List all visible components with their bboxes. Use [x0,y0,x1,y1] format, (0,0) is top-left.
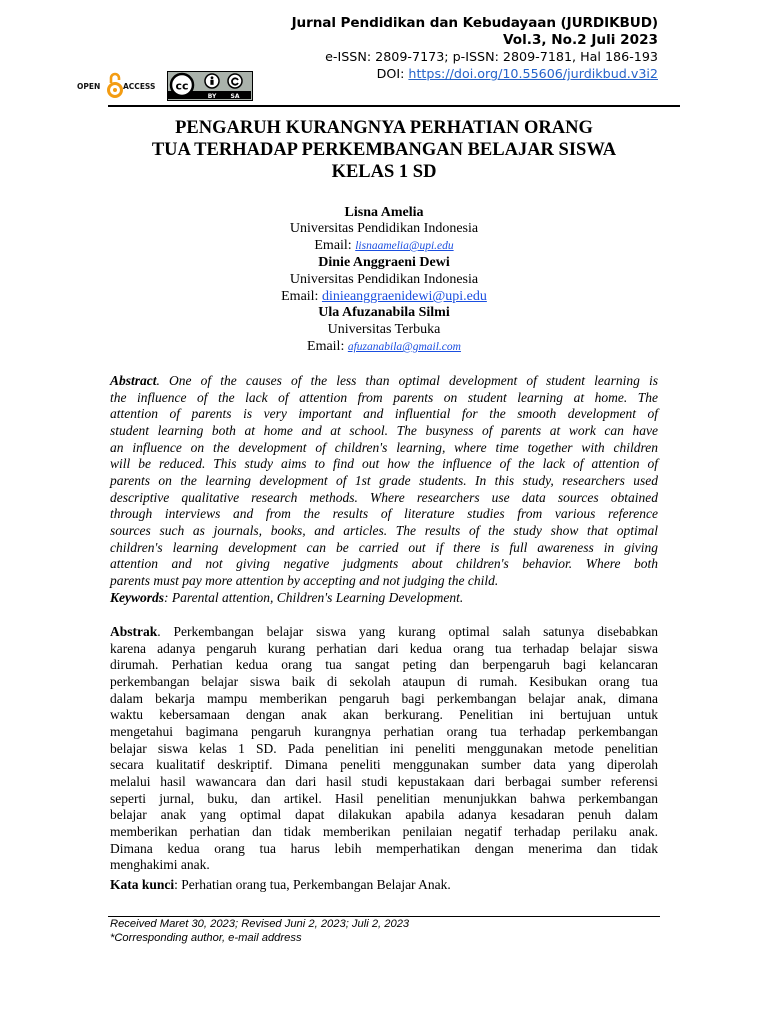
abstrak-label: Abstrak [110,624,158,639]
keywords-english [110,590,463,606]
doi-link[interactable]: https://doi.org/10.55606/jurdikbud.v3i2 [408,66,658,81]
email-link[interactable]: afuzanabila@gmail.com [347,341,461,353]
title-line: PENGARUH KURANGNYA PERHATIAN ORANG [175,118,593,138]
received-dates: Received Maret 30, 2023; Revised Juni 2, 2023; Juli 2, 2023 [110,918,410,930]
abstract-line: through interviews and from the results of literature studies from various reference [110,506,658,522]
author-name: Ula Afuzanabila Silmi [318,305,450,320]
abstrak-line: dirumah. Perhatian kedua orang tua sangat peting dan berpengaruh bagi kelancaran [110,657,658,673]
abstrak-line: belajar anak yang optimal dapat dilakukan apabila adanya kesadaran penuh dalam [110,807,658,823]
abstrak-line: . Perkembangan belajar siswa yang kurang optimal salah satunya disebabkan [157,624,658,639]
cc-by-label: BY [207,93,217,99]
email-label: Email: [281,289,322,304]
abstract-line: . One of the causes of the less than optimal development of student learning is [156,373,658,388]
author-affiliation: Universitas Pendidikan Indonesia [289,221,479,236]
cc-sa-label: SA [230,93,240,99]
cc-badge-icon [168,72,251,99]
cc-by-sa-badge [167,71,253,101]
author-affiliation: Universitas Terbuka [327,322,441,337]
open-access-logo [77,71,162,101]
abstract-line: sources such as journals, books, and articles. The results of the study show that optimal [110,522,658,538]
title-line: KELAS 1 SD [331,162,437,182]
abstract-line: attention and not giving negative judgments about children's behavior. Where both [110,556,658,572]
abstrak-line: menghakimi anak. [110,857,210,873]
abstrak-line: seperti jurnal, buku, dan artikel. Hasil penelitian menunjukkan bahwa perkembangan [110,790,658,806]
abstrak-line: perkembangan belajar siswa baik di sekolah ataupun di rumah. Kesibukan orang tua [110,673,658,689]
abstract-line: parents must pay more attention by accepting and not judging the child. [110,572,499,588]
author-name: Dinie Anggraeni Dewi [318,255,450,270]
kata-kunci-text: : Perhatian orang tua, Perkembangan Belajar Anak. [174,877,451,892]
email-link[interactable]: dinieanggraenidewi@upi.edu [321,289,487,304]
journal-doi [377,66,658,81]
open-access-lock-icon [107,71,123,99]
email-label: Email: [307,339,348,354]
author-email [0,238,768,255]
abstract-english [110,373,658,590]
kata-kunci-label: Kata kunci [110,877,175,892]
open-access-right-text: ACCESS [123,82,156,91]
abstrak-line: waktu kebersamaan dengan anak akan berkurang. Penelitian ini bertujuan untuk [110,707,658,723]
abstrak-line: melalui hasil wawancara dan dari hasil studi kepustakaan dari berbagai sumber referensi [110,773,658,789]
abstrak-line: karena adanya pengaruh kurang perhatian dari kedua orang tua terhadap belajar siswa [110,640,658,656]
open-access-left-text: OPEN [77,82,101,91]
abstrak-line: belajar siswa kelas 1 SD. Pada penelitian ini peneliti menggunakan metode penelitian [110,740,658,756]
abstract-line: an influence on the development of children's learning, where time together with children [110,439,658,455]
journal-title: Jurnal Pendidikan dan Kebudayaan (JURDIKBUD) [291,15,658,31]
abstrak-line: Dimana kedua orang tua harus lebih memperhatikan dengan menerima dan tidak [110,840,658,856]
abstract-line: student learning both at home and at school. The busyness of parents at work can have [110,422,658,438]
abstract-line: the influence of the lack of attention from parents on student learning at home. The [110,389,658,405]
keywords-text: : Parental attention, Children's Learning Development. [164,590,464,605]
abstrak-line: secara kualitatif deskriptif. Dimana peneliti menggunakan sumber data yang diperolah [110,757,658,773]
author-email [0,289,768,306]
journal-volume: Vol.3, No.2 Juli 2023 [503,32,658,48]
cc-text: cc [175,79,189,93]
keywords-indonesian [110,877,451,893]
footer-divider [108,916,660,917]
abstrak-line: memberikan perhatian dan tidak memberikan penilaian negatif terhadap perilaku anak. [110,823,658,839]
abstrak-line: dalam bekarja mampu memberikan pengaruh bagi perkembangan belajar anak, dimana [110,690,658,706]
abstract-line: attention of parents is very important and influential for the smooth development of [110,406,658,422]
author-name: Lisna Amelia [344,205,424,220]
email-link[interactable]: lisnaamelia@upi.edu [355,240,454,252]
author-email [0,339,768,356]
abstrak-line: mengetahui bagimana pengaruh kurangnya perhatian orang tua terhadap perkembangan [110,723,658,739]
header-divider [108,105,680,107]
journal-issn: e-ISSN: 2809-7173; p-ISSN: 2809-7181, Hal 186-193 [325,49,658,64]
abstract-line: parents on the learning development of 1st grade students. In this study, researchers used [110,472,658,488]
corresponding-author-note: *Corresponding author, e-mail address [110,932,302,944]
keywords-label: Keywords [110,590,164,605]
author-affiliation: Universitas Pendidikan Indonesia [289,272,479,287]
doi-label: DOI: [376,66,409,81]
abstract-line: descriptive qualitative research methods. Where researchers use data sources obtained [110,489,658,505]
paper-title [100,117,668,183]
abstract-line: children's learning development can be carried out if there is full awareness in giving [110,539,658,555]
email-label: Email: [314,238,356,253]
abstract-line: will be reduced. This study aims to find out how the influence of the lack of attention of [110,456,658,472]
abstract-indonesian [110,624,658,874]
title-line: TUA TERHADAP PERKEMBANGAN BELAJAR SISWA [151,140,617,160]
abstract-label: Abstract [110,373,157,388]
